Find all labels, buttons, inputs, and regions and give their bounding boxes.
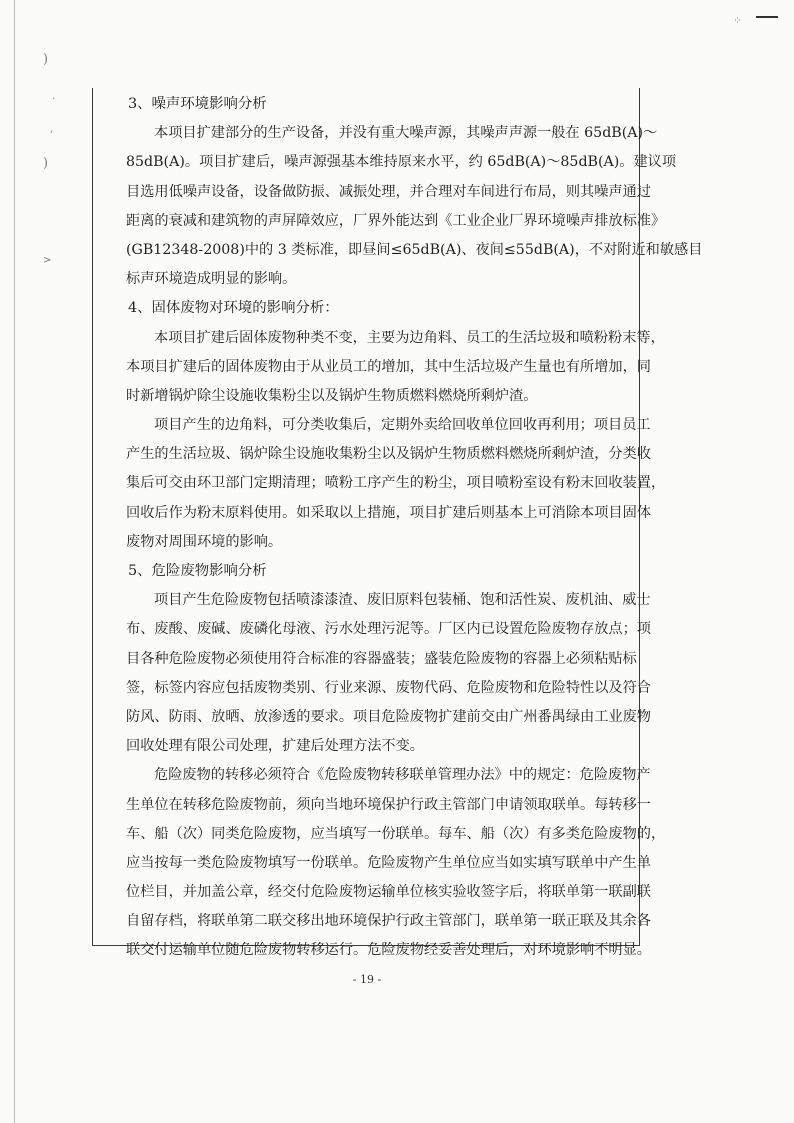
paragraph-line: 时新增锅炉除尘设施收集粉尘以及锅炉生物质燃料燃烧所剩炉渣。 (126, 387, 538, 404)
punch-hole-mark: > (43, 255, 52, 266)
paragraph-line: 目各种危险废物必须使用符合标准的容器盛装；盛装危险废物的容器上必须粘贴标 (126, 650, 637, 667)
paragraph-line: 位栏目，并加盖公章，经交付危险废物运输单位核实验收签字后，将联单第一联副联 (126, 884, 651, 901)
paragraph-line: (GB12348-2008)中的 3 类标准，即昼间≤65dB(A)、夜间≤55dB(A)，不对附近和敏感目 (126, 241, 703, 258)
paragraph-line: 本项目扩建部分的生产设备，并没有重大噪声源，其噪声声源一般在 65dB(A)～ (154, 125, 658, 142)
paragraph-line: 危险废物的转移必须符合《危险废物转移联单管理办法》中的规定：危险废物产 (154, 767, 651, 784)
paragraph-line: 目选用低噪声设备，设备做防振、减振处理，并合理对车间进行布局，则其噪声通过 (126, 183, 651, 200)
scan-speck: ⁘ (733, 14, 743, 27)
corner-scan-line (756, 16, 778, 18)
paragraph-line: 布、废酸、废碱、废磷化母液、污水处理污泥等。厂区内已设置危险废物存放点；项 (126, 621, 651, 638)
paragraph-line: 自留存档，将联单第二联交移出地环境保护行政主管部门，联单第一联正联及其余各 (126, 913, 651, 930)
scan-speck: · (52, 92, 56, 105)
paragraph-line: 集后可交由环卫部门定期清理；喷粉工序产生的粉尘，项目喷粉室设有粉末回收装置， (126, 475, 666, 492)
section-heading: 4、固体废物对环境的影响分析： (128, 300, 339, 317)
paragraph-line: 本项目扩建后固体废物种类不变，主要为边角料、员工的生活垃圾和喷粉粉末等， (154, 329, 665, 346)
paragraph-line: 标声环境造成明显的影响。 (126, 271, 297, 288)
section-heading: 3、噪声环境影响分析 (128, 96, 267, 112)
paragraph-line: 85dB(A)。项目扩建后，噪声源强基本维持原来水平，约 65dB(A)～85dB(A)。建议项 (126, 154, 677, 171)
paragraph-line: 车、船（次）同类危险废物，应当填写一份联单。每车、船（次）有多类危险废物的， (126, 825, 666, 842)
paragraph-line: 应当按每一类危险废物填写一份联单。危险废物产生单位应当如实填写联单中产生单 (126, 854, 651, 871)
paragraph-line: 防风、防雨、放晒、放渗透的要求。项目危险废物扩建前交由广州番禺绿由工业废物 (126, 708, 651, 725)
binding-margin-rule (14, 0, 15, 1123)
paragraph-line: 项目产生的边角料，可分类收集后，定期外卖给回收单位回收再利用；项目员工 (154, 417, 651, 434)
punch-hole-mark: ) (43, 156, 49, 171)
paragraph-line: 生单位在转移危险废物前，须向当地环境保护行政主管部门申请领取联单。每转移一 (126, 796, 651, 813)
paragraph-line: 距离的衰减和建筑物的声屏障效应，厂界外能达到《工业企业厂界环境噪声排放标准》 (126, 212, 666, 229)
scan-speck: , (50, 122, 54, 135)
paragraph-line: 回收处理有限公司处理，扩建后处理方法不变。 (126, 738, 424, 755)
paragraph-line: 签，标签内容应包括废物类别、行业来源、废物代码、危险废物和危险特性以及符合 (126, 679, 651, 696)
paragraph-line: 废物对周围环境的影响。 (126, 533, 283, 550)
paragraph-line: 项目产生危险废物包括喷漆漆渣、废旧原料包装桶、饱和活性炭、废机油、威士 (154, 592, 651, 609)
page-number: - 19 - (352, 973, 382, 986)
paragraph-line: 回收后作为粉末原料使用。如采取以上措施，项目扩建后则基本上可消除本项目固体 (126, 504, 651, 521)
content-frame (92, 88, 703, 959)
section-heading: 5、危险废物影响分析 (128, 563, 267, 579)
paragraph-line: 本项目扩建后的固体废物由于从业员工的增加，其中生活垃圾产生量也有所增加，同 (126, 358, 651, 375)
paragraph-line: 产生的生活垃圾、锅炉除尘设施收集粉尘以及锅炉生物质燃料燃烧所剩炉渣，分类收 (126, 446, 651, 463)
paragraph-line: 联交付运输单位随危险废物转移运行。危险废物经妥善处理后，对环境影响不明显。 (126, 942, 651, 959)
punch-hole-mark: ) (43, 52, 49, 67)
document-body (92, 90, 703, 966)
